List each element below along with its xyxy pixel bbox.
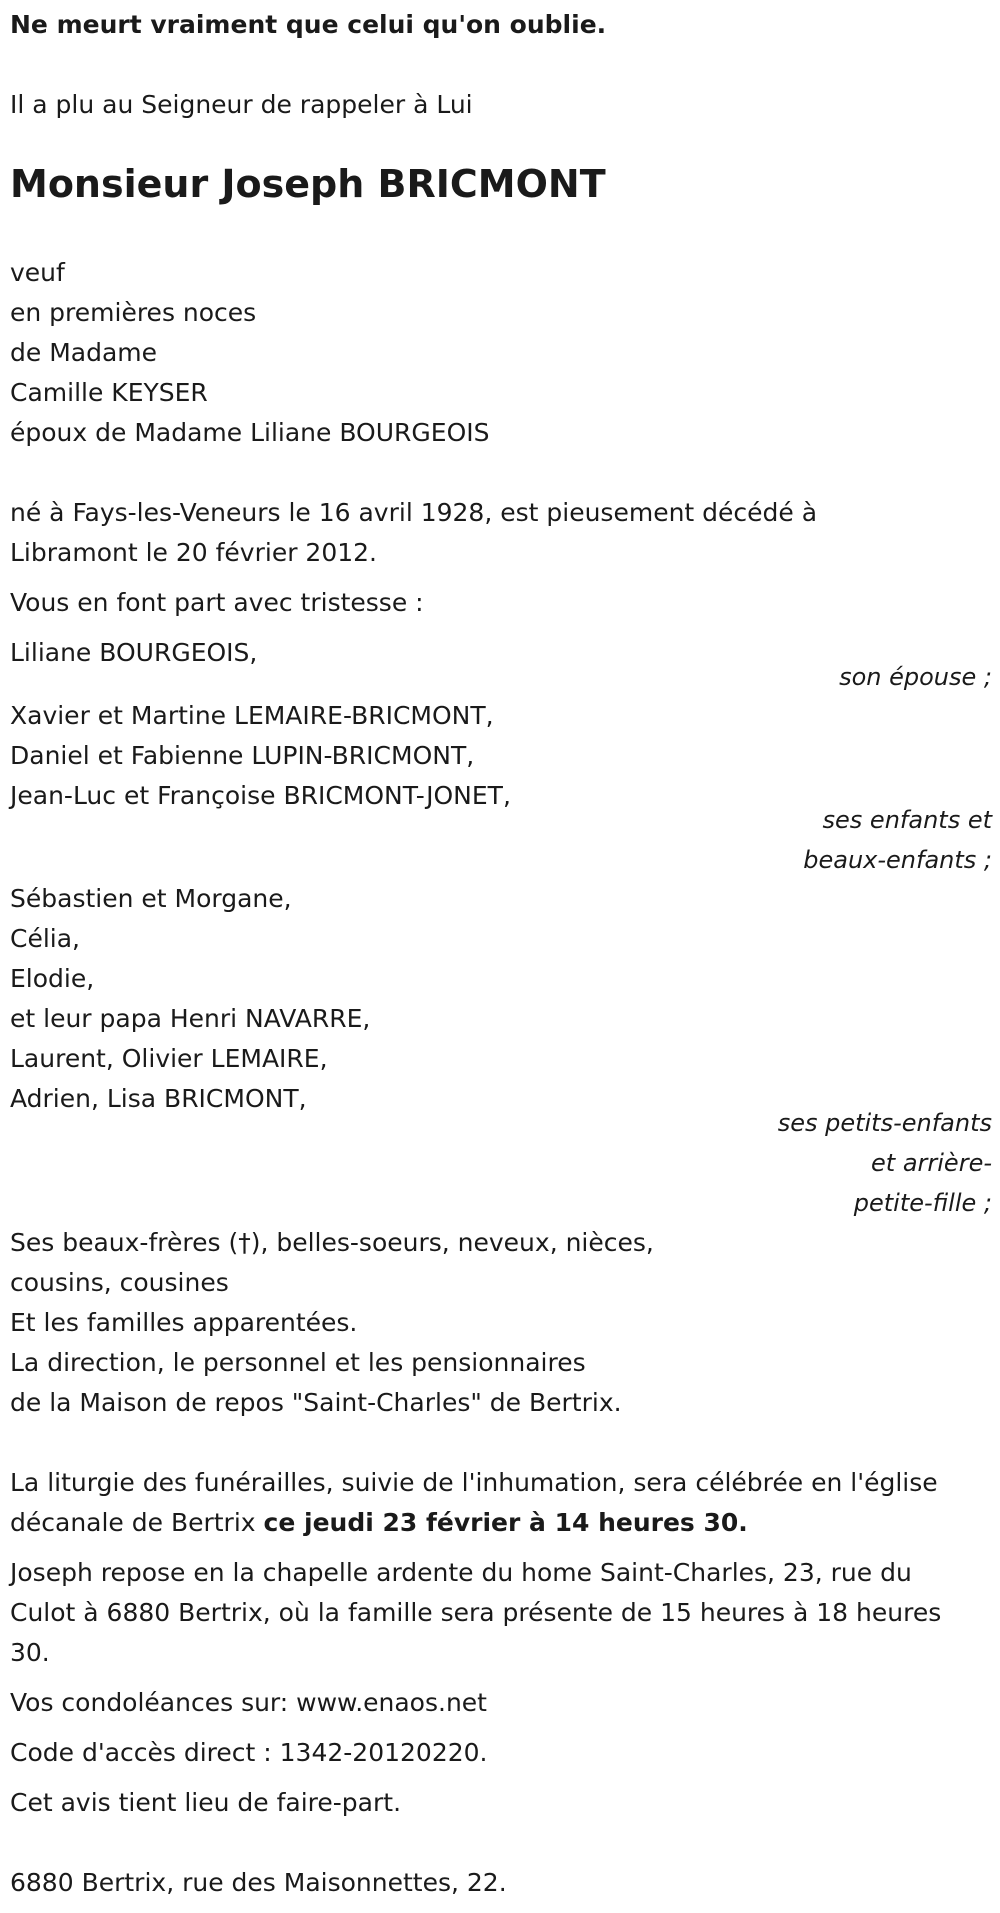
others-line: de la Maison de repos "Saint-Charles" de Bertrix. [10,1388,622,1417]
grandchild-line: et leur papa Henri NAVARRE, [10,1004,371,1033]
others-line: Et les familles apparentées. [10,1308,358,1337]
grandchild-line: Adrien, Lisa BRICMONT, [10,1084,307,1113]
address-text: 6880 Bertrix, rue des Maisonnettes, 22. [10,1868,507,1897]
status-line: en premières noces [10,298,257,327]
grandchildren-role: ses petits-enfants [777,1109,992,1137]
chapel-line: 30. [10,1638,50,1667]
funeral-text: décanale de Bertrix [10,1508,264,1537]
child-line: Daniel et Fabienne LUPIN-BRICMONT, [10,741,475,770]
access-code-text: Code d'accès direct : 1342-20120220. [10,1738,488,1767]
grandchild-line: Sébastien et Morgane, [10,884,292,913]
announce-text: Vous en font part avec tristesse : [10,588,424,617]
others-line: La direction, le personnel et les pensionnaires [10,1348,586,1377]
others-line: cousins, cousines [10,1268,229,1297]
grandchild-line: Elodie, [10,964,95,993]
intro-text: Il a plu au Seigneur de rappeler à Lui [10,90,473,119]
funeral-datetime: ce jeudi 23 février à 14 heures 30. [263,1508,748,1537]
grandchild-line: Célia, [10,924,80,953]
status-line: époux de Madame Liliane BOURGEOIS [10,418,490,447]
epigraph: Ne meurt vraiment que celui qu'on oublie. [10,10,607,39]
birth-death-line: Libramont le 20 février 2012. [10,538,377,567]
funeral-line: La liturgie des funérailles, suivie de l'inhumation, sera célébrée en l'église [10,1468,938,1497]
child-line: Xavier et Martine LEMAIRE-BRICMONT, [10,701,494,730]
notice-text: Cet avis tient lieu de faire-part. [10,1788,402,1817]
others-line: Ses beaux-frères (†), belles-soeurs, neveux, nièces, [10,1228,654,1257]
chapel-line: Culot à 6880 Bertrix, où la famille sera présente de 15 heures à 18 heures [10,1598,942,1627]
funeral-line [10,1508,748,1537]
children-role: beaux-enfants ; [803,846,992,874]
spouse-name: Liliane BOURGEOIS, [10,638,258,667]
status-line: veuf [10,258,65,287]
condolences-text: Vos condoléances sur: www.enaos.net [10,1688,487,1717]
status-line: de Madame [10,338,158,367]
grandchildren-role: et arrière- [871,1149,992,1177]
children-role: ses enfants et [822,806,992,834]
status-line: Camille KEYSER [10,378,208,407]
deceased-name: Monsieur Joseph BRICMONT [10,162,606,206]
spouse-role: son épouse ; [839,663,992,691]
chapel-line: Joseph repose en la chapelle ardente du home Saint-Charles, 23, rue du [10,1558,912,1587]
birth-death-line: né à Fays-les-Veneurs le 16 avril 1928, est pieusement décédé à [10,498,818,527]
grandchildren-role: petite-fille ; [853,1189,992,1217]
child-line: Jean-Luc et Françoise BRICMONT-JONET, [10,781,511,810]
grandchild-line: Laurent, Olivier LEMAIRE, [10,1044,328,1073]
